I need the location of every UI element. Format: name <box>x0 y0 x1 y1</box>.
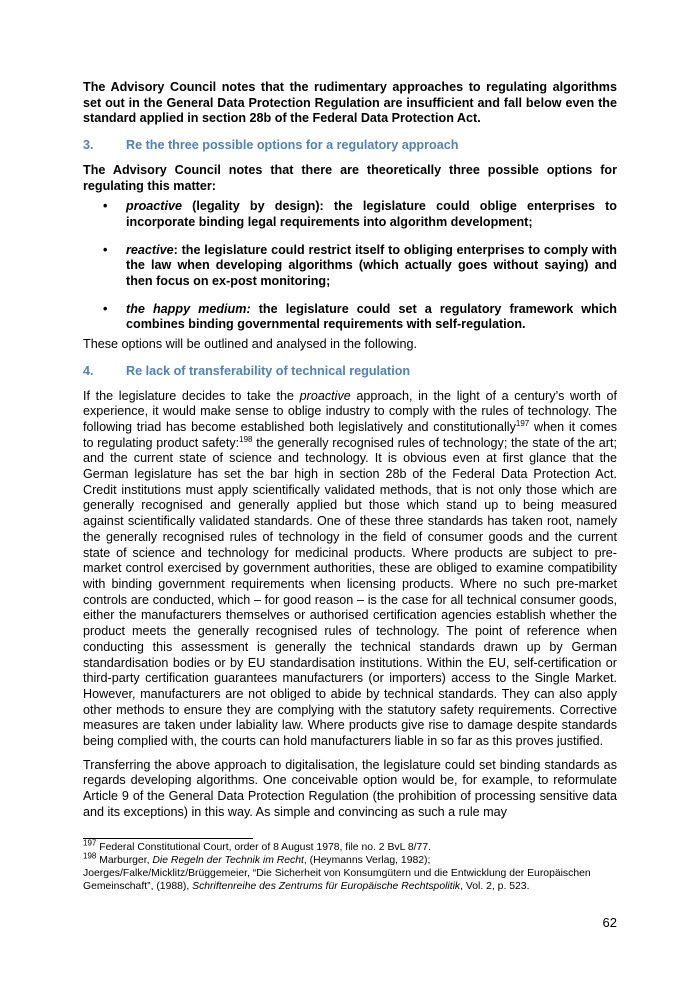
footnote-text: Federal Constitutional Court, order of 8 August 1978, file no. 2 BvL 8/77. <box>96 842 431 853</box>
paragraph-transferring: Transferring the above approach to digitalisation, the legislature could set binding standards as regards developing algorithms. One conceivable option would be, for example, to reformulate Article 9 of the General Data Protection Regulation (the prohibition of processing sensitive data and its exceptions) in this way. As simple and convincing as such a rule may <box>83 757 617 819</box>
footnote-number: 197 <box>83 838 97 848</box>
option-term: reactive <box>126 242 174 257</box>
bullet-icon: • <box>103 242 108 257</box>
option-term: proactive <box>126 199 182 214</box>
paragraph-options-outline: These options will be outlined and analysed in the following. <box>83 337 417 352</box>
section-heading-4 <box>83 364 617 380</box>
footnote-ref-198[interactable]: 198 <box>239 434 253 444</box>
text-run: approach, in the light of a century’s worth of experience, it would make sense to oblige industry to comply with the rules of technology. The following triad has become established both legislatively and constitutionally <box>83 388 618 434</box>
section-number: 3. <box>83 138 94 153</box>
text-run: when it comes to regulating product safety: <box>83 419 617 450</box>
paragraph-proactive-approach <box>83 389 617 750</box>
paragraph-options-intro: The Advisory Council notes that there are theoretically three possible options for regulating this matter: <box>83 162 617 193</box>
section-title: Re lack of transferability of technical regulation <box>126 363 411 378</box>
section-number: 4. <box>83 363 94 378</box>
section-title: Re the three possible options for a regulatory approach <box>126 138 459 153</box>
options-list <box>83 199 617 333</box>
footnote-text: , (Heymanns Verlag, 1982); <box>303 854 431 866</box>
page-number: 62 <box>602 915 617 930</box>
option-description: the legislature could set a regulatory framework which combines binding governmental requirements with self-regulation. <box>126 301 617 332</box>
list-item <box>83 302 617 333</box>
footnote-198-continued <box>83 868 617 894</box>
text-run: the generally recognised rules of technology; the state of the art; and the current state of science and technology. It is obvious even at first glance that the German legislature has set the bar high in section 28b of the Federal Data Protection Act. Credit institutions must apply scientifically validated methods, that is not only those which are generally recognised and generally applied but those which stand up to being measured against scientifically validated standards. One of these three standards has taken root, namely the generally recognised rules of technology in the field of consumer goods and the current state of science and technology for medicinal products. Where products are subject to pre-market control exercised by government authorities, these are obliged to examine compatibility with binding government requirements when licensing products. Where no such pre-market controls are conducted, which – for good reason – is the case for all technical consumer goods, either the manufacturers themselves or authorised certification agencies establish whether the product meets the generally recognised rules of technology. The point of reference when conducting this assessment is generally the technical standards drawn up by German standardisation bodies or by EU standardisation institutions. Within the EU, self-certification or third-party certification guarantees manufacturers (or importers) access to the Single Market. However, manufacturers are not obliged to abide by technical standards. They can also apply other methods to ensure they are complying with the statutory safety requirements. Corrective measures are taken under labiality law. Where products give rise to damage despite standards being complied with, the courts can hold manufacturers liable in so far as this proves justified. <box>83 435 617 749</box>
bullet-icon: • <box>103 301 108 316</box>
footnote-198 <box>83 851 617 868</box>
footnote-197 <box>83 838 617 855</box>
footnote-number: 198 <box>83 851 97 861</box>
list-item <box>83 199 617 230</box>
option-description: (legality by design): the legislature could oblige enterprises to incorporate binding legal requirements into algorithm development; <box>126 199 617 229</box>
section-heading-3 <box>83 138 617 154</box>
footnote-ref-197[interactable]: 197 <box>515 418 530 428</box>
text-run: If the legislature decides to take the <box>83 388 300 403</box>
option-term: the happy medium: <box>126 301 251 316</box>
footnote-text: Joerges/Falke/Micklitz/Brüggemeier, “Die Sicherheit von Konsumgütern und die Entwicklung der Europäischen Gemeinschaft”, (1988), <box>83 867 591 892</box>
footnote-text: , Vol. 2, p. 523. <box>460 880 530 892</box>
list-item <box>83 243 617 290</box>
footnote-text: Marburger, <box>96 854 153 866</box>
page-body <box>83 80 617 821</box>
emphasis: proactive <box>299 388 351 403</box>
footnote-title: Die Regeln der Technik im Recht <box>152 854 304 866</box>
footnote-title: Schriftenreihe des Zentrums für Europäische Rechtspolitik <box>192 880 461 892</box>
paragraph-advisory-note: The Advisory Council notes that the rudimentary approaches to regulating algorithms set out in the General Data Protection Regulation are insufficient and fall below even the standard applied in section 28b of the Federal Data Protection Act. <box>83 80 617 126</box>
footnote-divider <box>83 838 253 839</box>
footnotes <box>83 838 617 894</box>
option-description: : the legislature could restrict itself to obliging enterprises to comply with the law when developing algorithms (which actually goes without saying) and then focus on ex-post monitoring; <box>126 242 617 289</box>
bullet-icon: • <box>103 199 108 214</box>
